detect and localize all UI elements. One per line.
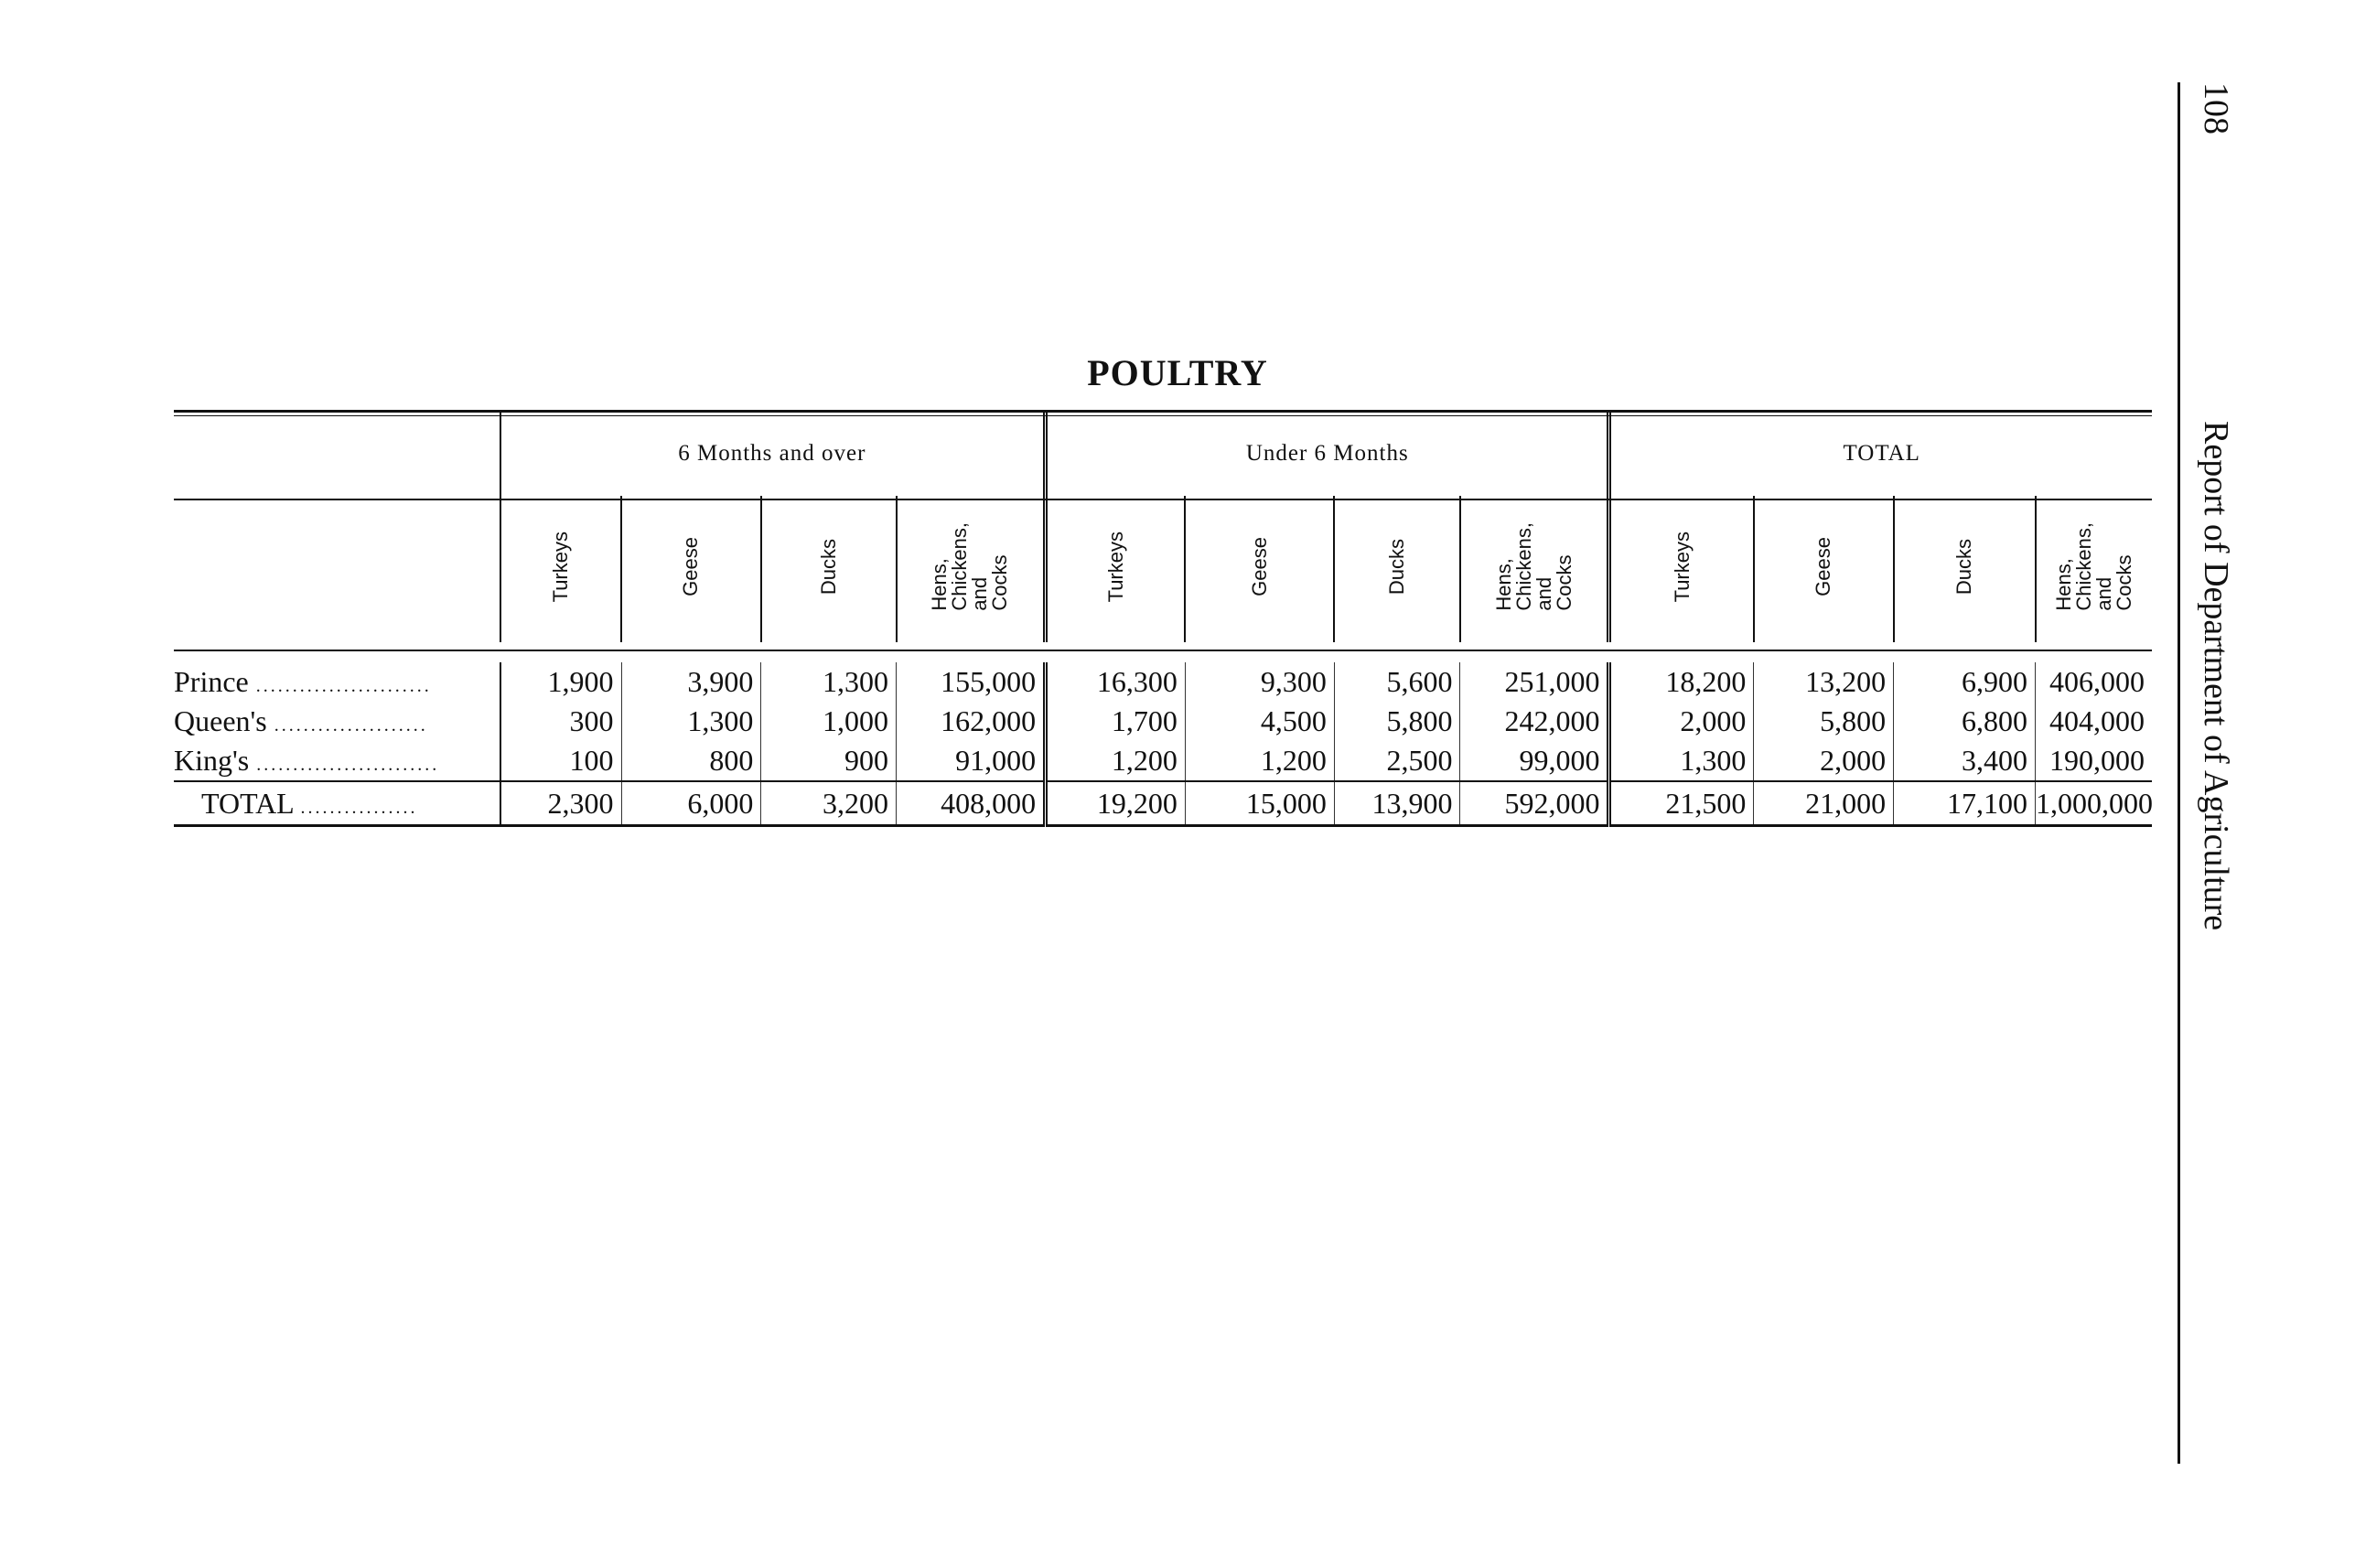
cell: 155,000: [897, 662, 1046, 702]
cell: 1,300: [621, 702, 761, 741]
col-header-geese: [1185, 496, 1334, 642]
cell: 1,000,000: [2036, 781, 2152, 826]
row-label: [174, 662, 500, 702]
cell: 242,000: [1460, 702, 1609, 741]
cell: 5,800: [1334, 702, 1460, 741]
leader-dots: ................: [300, 797, 418, 818]
spacer-row: [174, 642, 2152, 662]
cell: 1,200: [1046, 741, 1186, 781]
col-header-label: Turkeys: [1103, 531, 1127, 603]
cell: 800: [621, 741, 761, 781]
col-header-turkeys: [1609, 496, 1754, 642]
row-label: [174, 702, 500, 741]
running-head-text: [2184, 82, 2248, 1464]
row-label-text: Queen's: [174, 704, 267, 737]
cell: 6,800: [1894, 702, 2036, 741]
col-header-turkeys: [500, 496, 621, 642]
page-title: POULTRY: [1087, 352, 1268, 393]
col-header-label: Hens, Chickens, and Cocks: [928, 522, 1012, 611]
stub-header: [174, 412, 500, 496]
table-row-prince: [174, 662, 2152, 702]
cell: 2,500: [1334, 741, 1460, 781]
table-row-queens: [174, 702, 2152, 741]
table-row-kings: [174, 741, 2152, 781]
cell: 15,000: [1185, 781, 1334, 826]
group-header-6-months-and-over: 6 Months and over: [500, 412, 1046, 496]
cell: 900: [761, 741, 897, 781]
col-header-label: Turkeys: [548, 531, 572, 603]
cell: 9,300: [1185, 662, 1334, 702]
row-label-text: TOTAL: [201, 786, 294, 820]
cell: 1,200: [1185, 741, 1334, 781]
table-row-total: [174, 781, 2152, 826]
cell: 18,200: [1609, 662, 1754, 702]
cell: 1,000: [761, 702, 897, 741]
col-header-label: Geese: [679, 537, 703, 596]
cell: 91,000: [897, 741, 1046, 781]
row-label: [174, 781, 500, 826]
col-header-label: Geese: [1812, 537, 1835, 596]
running-title: Report of Department of Agriculture: [2197, 421, 2235, 931]
group-header-under-6-months: Under 6 Months: [1046, 412, 1609, 496]
col-header-ducks: [1894, 496, 2036, 642]
group-header-total: TOTAL: [1609, 412, 2152, 496]
cell: 6,900: [1894, 662, 2036, 702]
cell: 5,600: [1334, 662, 1460, 702]
running-head: [2178, 82, 2244, 1464]
cell: 21,500: [1609, 781, 1754, 826]
page-number: 108: [2197, 82, 2235, 134]
cell: 1,700: [1046, 702, 1186, 741]
cell: 99,000: [1460, 741, 1609, 781]
col-header-label: Ducks: [1385, 538, 1409, 596]
col-header-label: Ducks: [1952, 538, 1976, 596]
stub-subheader: [174, 496, 500, 642]
cell: 3,400: [1894, 741, 2036, 781]
cell: 17,100: [1894, 781, 2036, 826]
row-label: [174, 741, 500, 781]
cell: 2,300: [500, 781, 621, 826]
col-header-geese: [1754, 496, 1894, 642]
cell: 2,000: [1609, 702, 1754, 741]
col-header-label: Ducks: [816, 538, 840, 596]
col-header-geese: [621, 496, 761, 642]
col-header-label: Geese: [1247, 537, 1271, 596]
cell: 408,000: [897, 781, 1046, 826]
col-header-turkeys: [1046, 496, 1186, 642]
cell: 300: [500, 702, 621, 741]
col-header-hens-chickens-cocks: [2036, 496, 2152, 642]
leader-dots: ........................: [255, 676, 432, 696]
cell: 1,900: [500, 662, 621, 702]
col-header-ducks: [761, 496, 897, 642]
group-header-row: [174, 412, 2152, 496]
spacer: [174, 642, 2152, 662]
cell: 190,000: [2036, 741, 2152, 781]
cell: 1,300: [761, 662, 897, 702]
col-header-label: Hens, Chickens, and Cocks: [2051, 522, 2135, 611]
row-label-text: King's: [174, 744, 250, 777]
cell: 404,000: [2036, 702, 2152, 741]
cell: 1,300: [1609, 741, 1754, 781]
col-header-label: Turkeys: [1670, 531, 1694, 603]
leader-dots: .....................: [274, 715, 428, 736]
col-header-label: Hens, Chickens, and Cocks: [1491, 522, 1575, 611]
row-label-text: Prince: [174, 665, 249, 698]
cell: 251,000: [1460, 662, 1609, 702]
cell: 6,000: [621, 781, 761, 826]
col-header-hens-chickens-cocks: [1460, 496, 1609, 642]
cell: 2,000: [1754, 741, 1894, 781]
cell: 3,900: [621, 662, 761, 702]
cell: 592,000: [1460, 781, 1609, 826]
cell: 16,300: [1046, 662, 1186, 702]
cell: 406,000: [2036, 662, 2152, 702]
subcolumn-header-row: [174, 496, 2152, 642]
cell: 13,900: [1334, 781, 1460, 826]
cell: 19,200: [1046, 781, 1186, 826]
cell: 4,500: [1185, 702, 1334, 741]
cell: 3,200: [761, 781, 897, 826]
cell: 21,000: [1754, 781, 1894, 826]
col-header-ducks: [1334, 496, 1460, 642]
cell: 5,800: [1754, 702, 1894, 741]
col-header-hens-chickens-cocks: [897, 496, 1046, 642]
leader-dots: .........................: [256, 755, 440, 775]
cell: 162,000: [897, 702, 1046, 741]
cell: 100: [500, 741, 621, 781]
poultry-table: [174, 412, 2152, 827]
cell: 13,200: [1754, 662, 1894, 702]
